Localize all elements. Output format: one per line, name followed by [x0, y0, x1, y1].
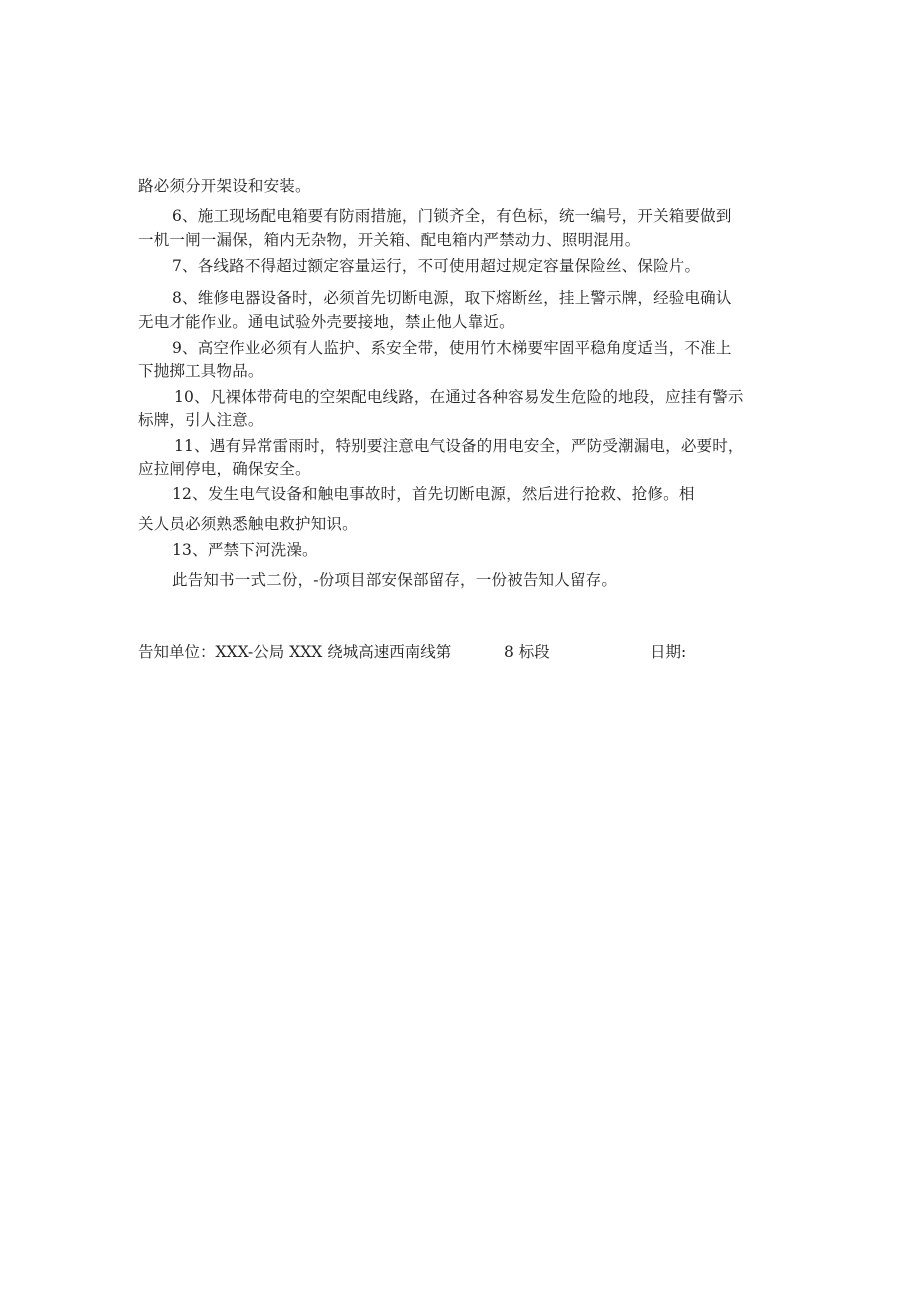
text-line-5: 8、维修电器设备时，必须首先切断电源，取下熔断丝，挂上警示牌，经验电确认: [172, 289, 732, 307]
text-line-2: 6、施工现场配电箱要有防雨措施，门锁齐全，有色标，统一编号，开关箱要做到: [172, 207, 732, 225]
footer-section: 8 标段: [504, 643, 550, 661]
footer-date-label: 日期:: [650, 643, 687, 661]
text-line-1: 路必须分开架设和安装。: [138, 177, 311, 195]
text-line-4: 7、各线路不得超过额定容量运行，不可使用超过规定容量保险丝、保险片。: [172, 257, 701, 275]
text-line-6: 无电才能作业。通电试验外壳要接地，禁止他人靠近。: [138, 313, 515, 331]
text-line-15: 13、严禁下河洗澡。: [172, 541, 318, 559]
text-line-10: 标牌，引人注意。: [138, 411, 264, 429]
text-line-3: 一机一闸一漏保，箱内无杂物，开关箱、配电箱内严禁动力、照明混用。: [138, 231, 641, 249]
text-line-13: 12、发生电气设备和触电事故时，首先切断电源，然后进行抢救、抢修。相: [172, 485, 695, 503]
text-line-7: 9、高空作业必须有人监护、系安全带，使用竹木梯要牢固平稳角度适当，不准上: [172, 339, 732, 357]
text-line-14: 关人员必须熟悉触电救护知识。: [138, 515, 358, 533]
text-line-11: 11、遇有异常雷雨时，特别要注意电气设备的用电安全，严防受潮漏电，必要时，: [174, 437, 744, 455]
text-line-16: 此告知书一式二份，-份项目部安保部留存，一份被告知人留存。: [172, 571, 618, 589]
text-line-12: 应拉闸停电，确保安全。: [138, 460, 311, 478]
text-line-9: 10、凡裸体带荷电的空架配电线路，在通过各种容易发生危险的地段，应挂有警示: [174, 388, 744, 406]
text-line-8: 下抛掷工具物品。: [138, 362, 264, 380]
footer-unit-label: 告知单位：XXX-公局 XXX 绕城高速西南线第: [138, 643, 452, 661]
